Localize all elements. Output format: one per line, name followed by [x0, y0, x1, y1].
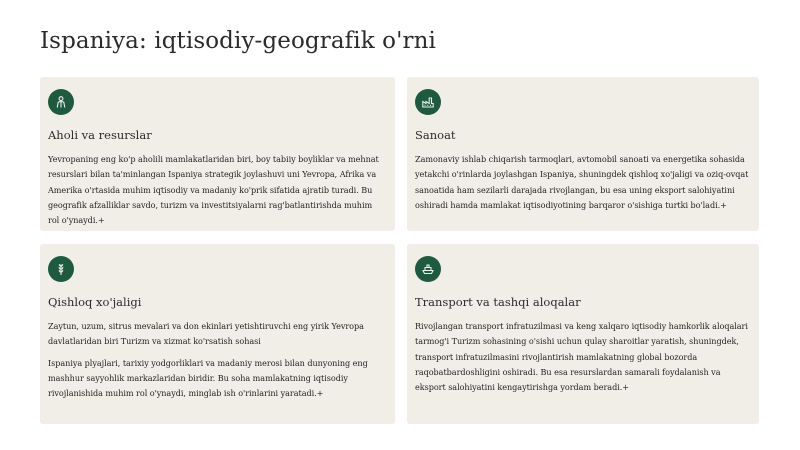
card-agriculture: [40, 244, 395, 424]
card-text: Zamonaviy ishlab chiqarish tarmoqlari, avtomobil sanoati va energetika sohasida yetakchi o'rinlarda joylashgan Ispaniya, shuningdek qishloq xo'jaligi va oziq-ovqat sanoatida ham sezilarli darajada rivojlangan, bu esa uning eksport salohiyatini oshiradi hamda mamlakat iqtisodiyotining barqaror o'sishiga turtki bo'ladi.+: [415, 154, 749, 210]
card-heading: Transport va tashqi aloqalar: [415, 295, 581, 309]
card-text: Zaytun, uzum, sitrus mevalari va don ekinlari yetishtiruvchi eng yirik Yevropa davlatlaridan biri Turizm va xizmat ko'rsatish sohasi: [48, 321, 364, 347]
card-heading: Qishloq xo'jaligi: [48, 295, 142, 309]
ship-icon: [415, 256, 441, 282]
card-text: Rivojlangan transport infratuzilmasi va keng xalqaro iqtisodiy hamkorlik aloqalari tarmog'i Turizm sohasining o'sishi uchun qulay sharoitlar yaratish, shuningdek, transport infratuzilmasini rivojlantirish mamlakatning global bozorda raqobatbardoshligini oshiradi. Bu esa resurslardan samarali foydalanish va eksport salohiyatini kengaytirishga yordam beradi.+: [415, 321, 748, 393]
card-industry: [407, 77, 759, 231]
card-text: Yevropaning eng ko'p aholili mamlakatlaridan biri, boy tabiiy boyliklar va mehnat resurslari bilan ta'minlangan Ispaniya strategik joylashuvi uni Yevropa, Afrika va Amerika o'rtasida muhim iqtisodiy va madaniy ko'prik sifatida ajratib turadi. Bu geografik afzalliklar savdo, turizm va investitsiyalarni rag'batlantirishda muhim rol o'ynaydi.+: [48, 154, 379, 226]
person-icon: [48, 89, 74, 115]
card-heading: Sanoat: [415, 128, 456, 142]
page-title: Ispaniya: iqtisodiy-geografik o'rni: [40, 28, 436, 54]
card-population-resources: [40, 77, 395, 231]
wheat-icon: [48, 256, 74, 282]
card-transport: [407, 244, 759, 424]
card-text: Ispaniya plyajlari, tarixiy yodgorliklari va madaniy merosi bilan dunyoning eng mashhur sayyohlik markazlaridan biridir. Bu soha mamlakatning iqtisodiy rivojlanishida muhim rol o'ynaydi, minglab ish o'rinlarini yaratadi.+: [48, 357, 368, 399]
card-heading: Aholi va resurslar: [48, 128, 152, 142]
factory-icon: [415, 89, 441, 115]
